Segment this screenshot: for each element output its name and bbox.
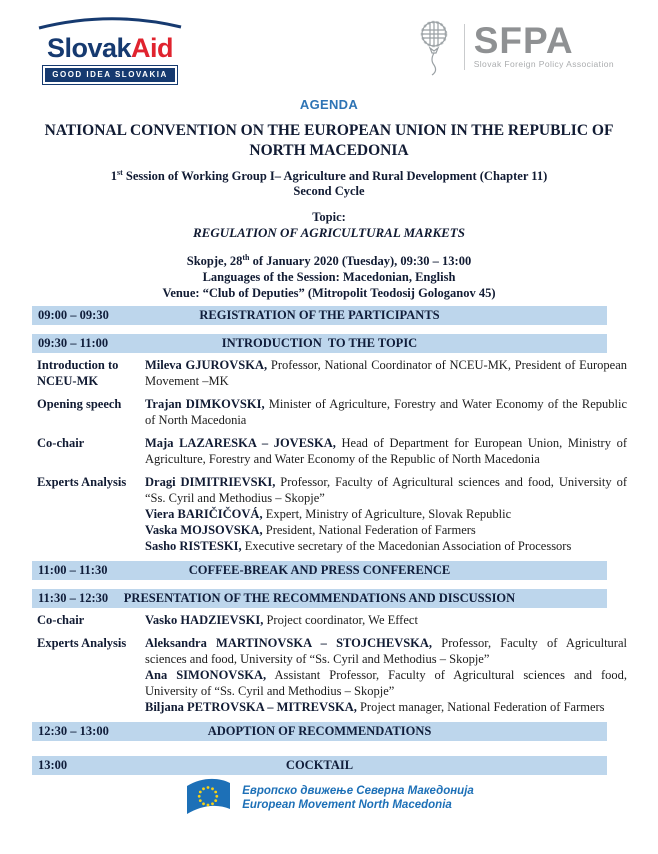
person-name: Dragi DIMITRIEVSKI, (145, 475, 276, 490)
time-label: 13:00 (38, 758, 68, 773)
role-label: Experts Analysis (37, 475, 127, 490)
slovakaid-wordmark (34, 35, 186, 62)
person-name: Maja LAZARESKA – JOVESKA, (145, 436, 336, 451)
event-meta (0, 253, 658, 302)
slovakaid-word-slovak: Slovak (46, 33, 132, 63)
topic-title: REGULATION OF AGRICULTURAL MARKETS (193, 225, 465, 241)
date-rest: of January 2020 (Tuesday), 09:30 – 13:00 (249, 254, 472, 269)
session-subtitle (0, 168, 658, 184)
session-ordinal: st (117, 168, 123, 178)
person-name: Vasko HADZIEVSKI, (145, 613, 264, 628)
speaker-entry (145, 699, 627, 715)
section-presentation-rows (37, 612, 627, 715)
person-name: Biljana PETROVSKA – MITREVSKA, (145, 700, 357, 715)
person-description: Professor, National Coordinator of NCEU-MK, President of European Movement –MK (145, 358, 627, 389)
table-row (37, 357, 627, 389)
logo-row (0, 0, 658, 84)
speaker-entry (145, 538, 627, 554)
person-name: Trajan DIMKOVSKI, (145, 397, 265, 412)
table-row (37, 635, 627, 715)
person-description: Project coordinator, We Effect (263, 613, 418, 628)
sfpa-divider (464, 24, 465, 70)
slovakaid-tagline: GOOD IDEA SLOVAKIA (43, 66, 176, 84)
banner-title: REGISTRATION OF THE PARTICIPANTS (199, 308, 440, 323)
schedule-banner-introduction (32, 334, 607, 353)
banner-title: ADOPTION OF RECOMMENDATIONS (207, 724, 432, 739)
role-label: Co-chair (37, 436, 85, 451)
time-label: 11:30 – 12:30 (38, 591, 109, 606)
person-description: Head of Department for European Union, Ministry of Agriculture, Forestry and Water Economy of the Republic of North Macedonia (145, 436, 628, 467)
eu-flag-icon (184, 778, 232, 818)
person-description: Professor, Faculty of Agricultural sciences and food, University of “Ss. Cyril and Methodius – Skopje” (145, 636, 627, 667)
time-label: 09:30 – 11:00 (38, 336, 109, 351)
person-description: Professor, Faculty of Agricultural sciences and food, University of “Ss. Cyril and Methodius – Skopje” (145, 475, 627, 506)
person-name: Viera BARIČIČOVÁ, (145, 507, 263, 522)
time-label: 11:00 – 11:30 (38, 563, 108, 578)
cycle-subtitle: Second Cycle (293, 184, 365, 199)
sfpa-tagline: Slovak Foreign Policy Association (473, 58, 614, 69)
role-label: Co-chair (37, 613, 85, 628)
date-ordinal: th (242, 253, 250, 263)
eu-movement-line-en: European Movement North Macedonia (242, 799, 452, 811)
speaker-entry (145, 474, 627, 506)
slovakaid-word-aid: Aid (131, 33, 174, 63)
table-row (37, 612, 627, 628)
page-title: NATIONAL CONVENTION ON THE EUROPEAN UNION IN THE REPUBLIC OF NORTH MACEDONIA (44, 122, 614, 160)
person-name: Vaska MOJSOVSKA, (145, 523, 263, 538)
sfpa-logo (413, 18, 614, 76)
person-description: Project manager, National Federation of Farmers (356, 700, 605, 715)
table-row (37, 396, 627, 428)
person-name: Mileva GJUROVSKA, (145, 358, 268, 373)
languages-line: Languages of the Session: Macedonian, English (202, 270, 456, 285)
venue-line: Venue: “Club of Deputies” (Mitropolit Teodosij Gologanov 45) (162, 286, 496, 301)
role-label: Experts Analysis (37, 636, 127, 651)
session-prefix: 1 (110, 169, 117, 184)
agenda-label: AGENDA (299, 97, 359, 112)
topic-label: Topic: (312, 210, 346, 225)
speaker-entry (145, 612, 627, 628)
schedule-banner-adoption (32, 722, 607, 741)
slovakaid-logo (34, 14, 186, 84)
person-description: Assistant Professor, Faculty of Agricultural sciences and food, University of “Ss. Cyril and Methodius – Skopje” (145, 668, 628, 699)
person-name: Aleksandra MARTINOVSKA – STOJCHEVSKA, (145, 636, 433, 651)
speaker-entry (145, 435, 627, 467)
speaker-entry (145, 396, 627, 428)
schedule-banner-presentation (32, 589, 607, 608)
time-label: 09:00 – 09:30 (38, 308, 109, 323)
speaker-entry (145, 506, 627, 522)
person-name: Ana SIMONOVSKA, (145, 668, 267, 683)
schedule-banner-coffee-break (32, 561, 607, 580)
table-row (37, 474, 627, 554)
schedule-banner-cocktail (32, 756, 607, 775)
person-description: Expert, Ministry of Agriculture, Slovak Republic (262, 507, 512, 522)
speaker-entry (145, 522, 627, 538)
table-row (37, 435, 627, 467)
speaker-entry (145, 667, 627, 699)
session-rest: Session of Working Group I– Agriculture and Rural Development (Chapter 11) (122, 169, 548, 184)
role-label: Opening speech (37, 397, 122, 412)
eu-movement-line-mk: Европско движење Северна Македонија (242, 784, 474, 797)
role-label: Introduction to NCEU-MK (37, 358, 119, 389)
banner-title: PRESENTATION OF THE RECOMMENDATIONS AND DISCUSSION (123, 591, 516, 606)
sfpa-carnation-icon (413, 18, 455, 76)
person-description: Minister of Agriculture, Forestry and Water Economy of the Republic of North Macedonia (145, 397, 627, 428)
european-movement-logo (0, 778, 658, 818)
schedule-banner-registration (32, 306, 607, 325)
section-introduction-rows (37, 357, 627, 554)
date-prefix: Skopje, 28 (186, 254, 243, 269)
person-name: Sasho RISTESKI, (145, 539, 242, 554)
person-description: President, National Federation of Farmers (262, 523, 476, 538)
banner-title: INTRODUCTION TO THE TOPIC (221, 336, 418, 351)
banner-title: COCKTAIL (285, 758, 354, 773)
banner-title: COFFEE-BREAK AND PRESS CONFERENCE (188, 563, 451, 578)
speaker-entry (145, 357, 627, 389)
slovakaid-arc-icon (35, 14, 185, 30)
speaker-entry (145, 635, 627, 667)
person-description: Executive secretary of the Macedonian Association of Processors (241, 539, 572, 554)
date-line (0, 253, 658, 270)
sfpa-acronym: SFPA (473, 20, 574, 62)
time-label: 12:30 – 13:00 (38, 724, 109, 739)
